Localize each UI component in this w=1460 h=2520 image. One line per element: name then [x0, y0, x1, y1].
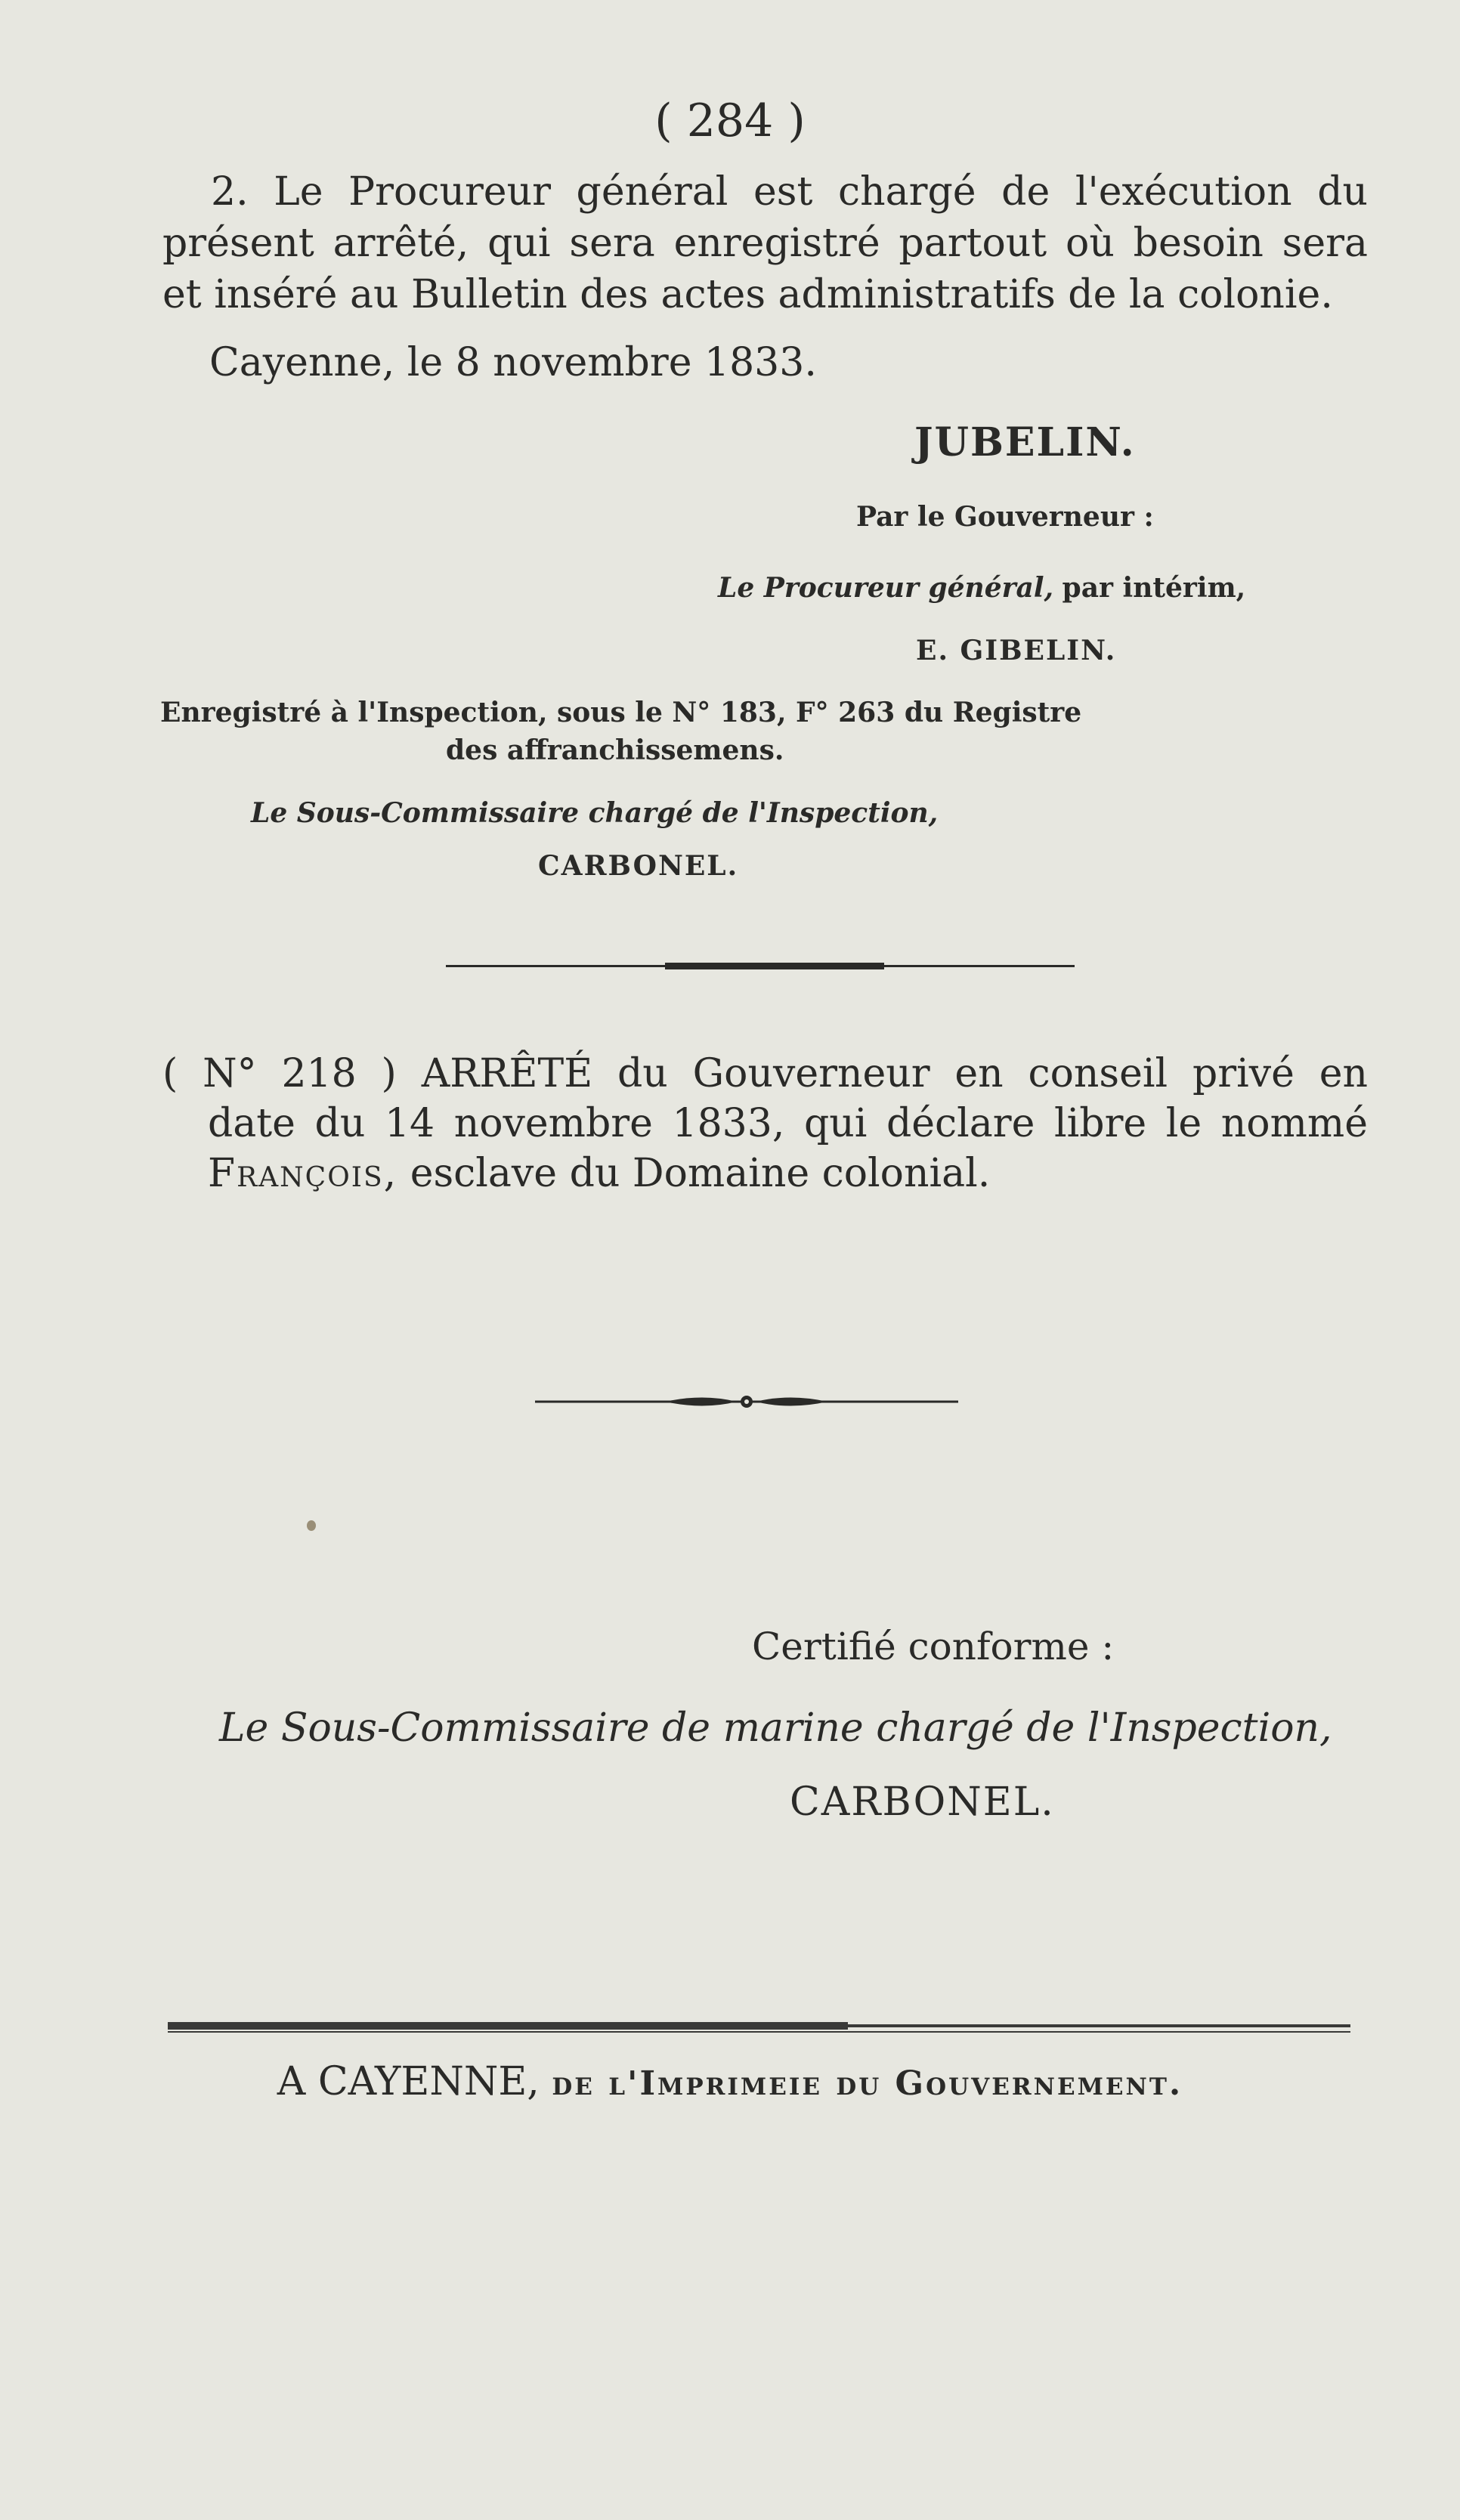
par-le-gouverneur: Par le Gouverneur : — [856, 501, 1154, 533]
decree-text-3: esclave du Domaine colonial. — [410, 1151, 991, 1196]
imprint-rest: de l'Imprimeie du Gouvernement. — [552, 2064, 1183, 2103]
section-divider-thick — [665, 963, 884, 969]
procureur-name: E. GIBELIN. — [916, 635, 1117, 666]
decree-line-2: date du 14 novembre 1833, qui déclare libre le nommé — [208, 1101, 1368, 1146]
registration-line-2: des affranchissemens. — [446, 734, 784, 766]
paper-speck — [307, 1520, 316, 1531]
inspection-title: Le Sous-Commissaire chargé de l'Inspection, — [251, 797, 939, 829]
footer-rule-thin — [168, 2031, 1350, 2033]
decree-line-1 — [162, 1049, 1368, 1099]
procureur-suffix: par intérim, — [1062, 572, 1246, 604]
procureur-line — [718, 572, 1245, 604]
article-2-paragraph: 2. Le Procureur général est chargé de l'exécution du présent arrêté, qui sera enregistré partout où besoin sera et inséré au Bulletin des actes administratifs de la colonie. — [162, 169, 1368, 317]
footer-rule — [168, 2024, 1350, 2027]
procureur-title: Le Procureur général, — [718, 572, 1054, 604]
certifier-title: Le Sous-Commissaire de marine chargé de l'Inspection, — [219, 1705, 1332, 1751]
imprint-place: A CAYENNE, — [277, 2059, 540, 2104]
decree-text-1: du Gouverneur en conseil privé en — [617, 1051, 1369, 1096]
decree-number: ( N° 218 ) — [162, 1051, 397, 1096]
governor-signature: JUBELIN. — [914, 419, 1136, 465]
printer-imprint — [0, 2059, 1460, 2104]
certifier-name: CARBONEL. — [790, 1779, 1055, 1825]
registration-line-1: Enregistré à l'Inspection, sous le N° 183, F° 263 du Registre — [160, 697, 1082, 728]
page-number: ( 284 ) — [654, 94, 806, 147]
registration-note — [160, 694, 1081, 769]
decree-name: François, — [208, 1151, 398, 1196]
ornament-divider — [0, 1383, 1460, 1421]
certified-conforme: Certifié conforme : — [752, 1625, 1115, 1668]
decree-line-3 — [162, 1149, 1368, 1198]
decree-summary — [162, 1049, 1368, 1198]
inspector-name: CARBONEL. — [538, 850, 739, 882]
date-line: Cayenne, le 8 novembre 1833. — [209, 340, 817, 385]
decree-heading: ARRÊTÉ — [421, 1051, 593, 1096]
